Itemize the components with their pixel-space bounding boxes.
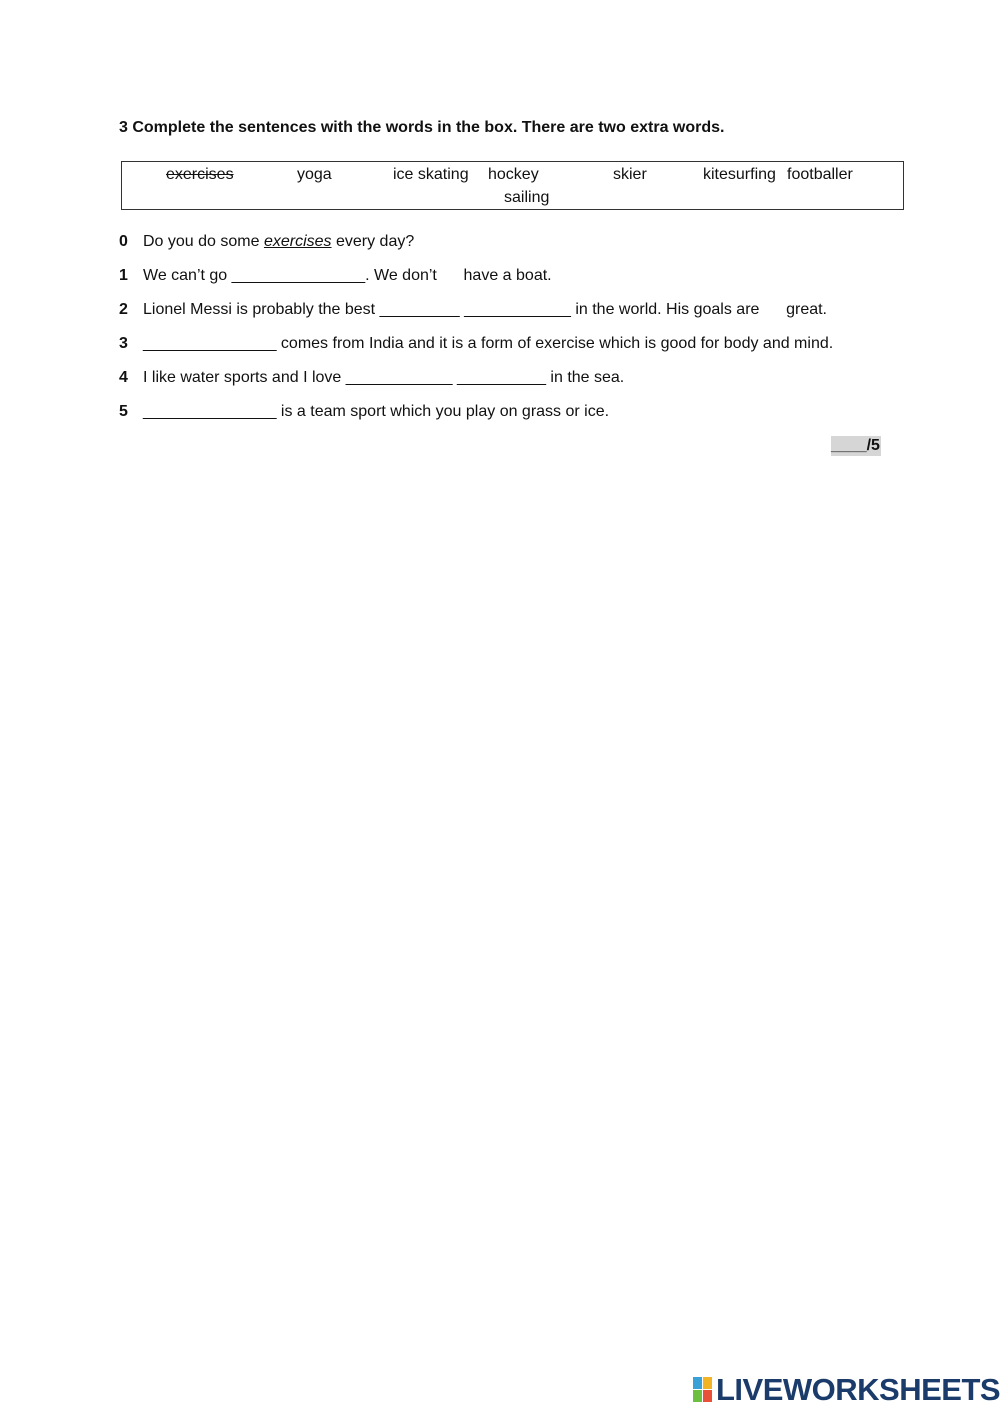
question-text: _______________ is a team sport which you play on grass or ice. [143,403,610,420]
example-sentence [119,233,414,251]
item-number: 4 [119,369,128,386]
question-text: I like water sports and I love ____________ __________ in the sea. [143,369,625,386]
question-4 [119,369,624,387]
question-3 [119,335,833,353]
word-sailing: sailing [504,189,550,206]
logo-text: LIVEWORKSHEETS [716,1372,1000,1407]
liveworksheets-logo [693,1374,1000,1406]
item-number: 2 [119,301,128,318]
word-exercises: exercises [166,166,234,183]
question-1 [119,267,552,285]
question-5 [119,403,609,421]
word-box [121,161,904,210]
question-text: _______________ comes from India and it is a form of exercise which is good for body and mind. [143,335,834,352]
word-yoga: yoga [297,166,332,183]
example-text-before: Do you do some [143,233,264,250]
word-skier: skier [613,166,647,183]
word-hockey: hockey [488,166,539,183]
example-text-after: every day? [331,233,415,250]
question-text: Lionel Messi is probably the best _________ ____________ in the world. His goals are great. [143,301,827,318]
item-number: 5 [119,403,128,420]
item-number: 0 [119,233,128,250]
logo-icon [693,1377,713,1403]
word-ice-skating: ice skating [393,166,469,183]
item-number: 3 [119,335,128,352]
word-footballer: footballer [787,166,853,183]
instruction-heading: 3 Complete the sentences with the words in the box. There are two extra words. [119,119,725,136]
score-box: ____/5 [831,437,880,454]
question-text: We can’t go _______________. We don’t have a boat. [143,267,552,284]
item-number: 1 [119,267,128,284]
word-kitesurfing: kitesurfing [703,166,776,183]
question-2 [119,301,827,319]
example-answer: exercises [263,233,332,250]
